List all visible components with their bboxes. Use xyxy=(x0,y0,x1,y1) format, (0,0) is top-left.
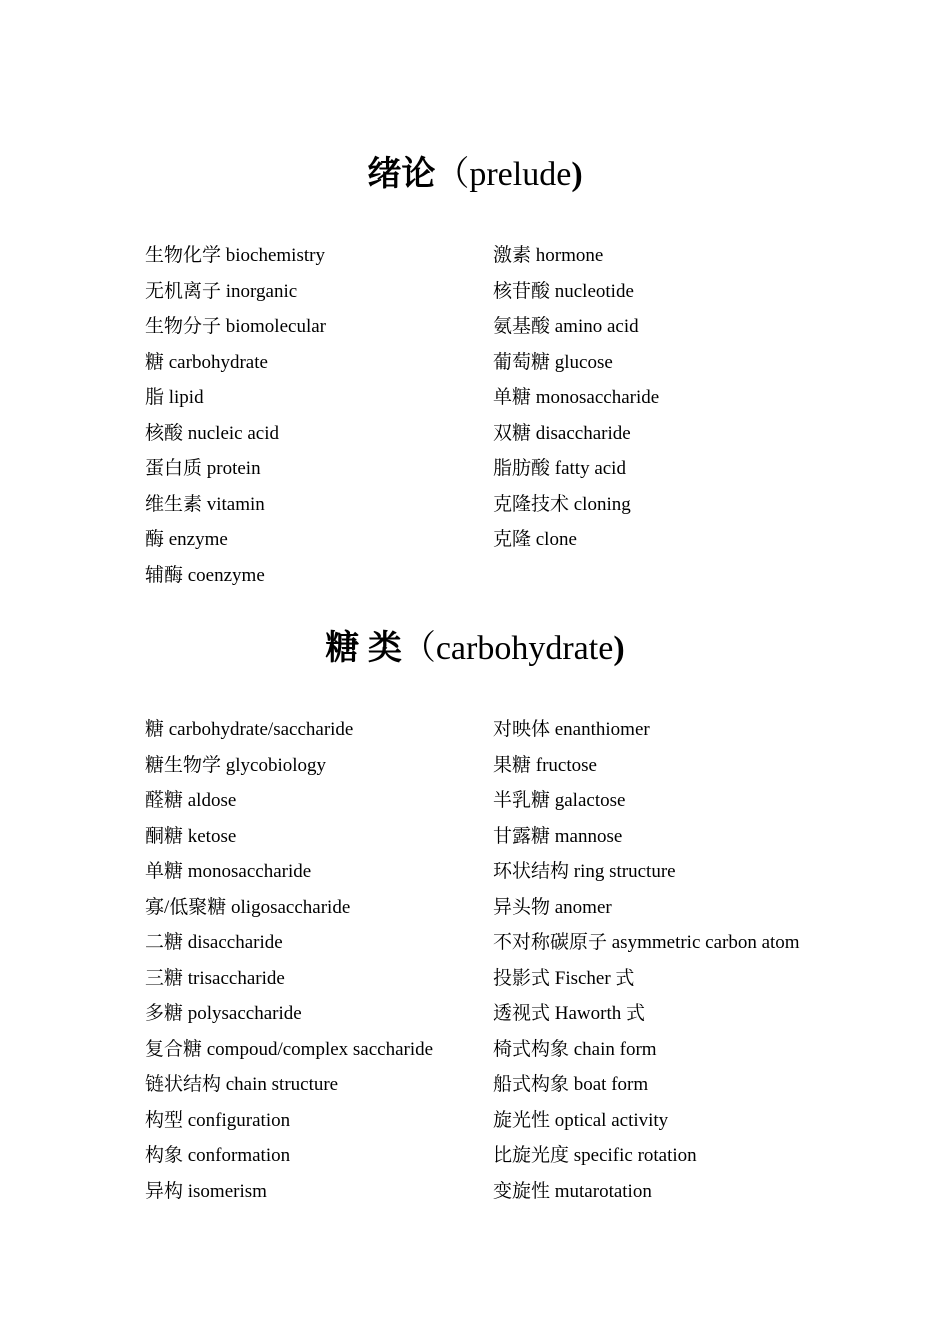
glossary-term: 二糖 disaccharide xyxy=(145,932,283,953)
glossary-right-column-carbohydrate xyxy=(493,712,800,1209)
glossary-term: 果糖 fructose xyxy=(493,754,597,776)
glossary-term: 糖 carbohydrate/saccharide xyxy=(145,719,354,740)
glossary-term: 船式构象 boat form xyxy=(493,1074,649,1095)
section-title-carbohydrate xyxy=(0,629,950,669)
glossary-term: 双糖 disaccharide xyxy=(493,422,631,444)
glossary-term: 对映体 enanthiomer xyxy=(493,719,650,740)
glossary-term: 构型 configuration xyxy=(145,1109,291,1131)
glossary-term: 克隆 clone xyxy=(493,529,577,550)
glossary-term: 酮糖 ketose xyxy=(145,825,237,847)
glossary-term: 脂 lipid xyxy=(145,387,204,408)
glossary-term: 激素 hormone xyxy=(493,245,604,266)
section-title-close: ) xyxy=(613,630,625,667)
glossary-term: 核酸 nucleic acid xyxy=(145,422,280,444)
glossary-term: 脂肪酸 fatty acid xyxy=(493,458,626,479)
glossary-term: 单糖 monosaccharide xyxy=(493,387,660,408)
glossary-term: 氨基酸 amino acid xyxy=(493,316,639,337)
glossary-term: 克隆技术 cloning xyxy=(493,493,631,515)
glossary-term: 葡萄糖 glucose xyxy=(493,351,613,373)
glossary-term: 半乳糖 galactose xyxy=(493,790,626,811)
section-title-close: ) xyxy=(571,156,583,193)
glossary-term: 无机离子 inorganic xyxy=(145,280,298,302)
glossary-term: 链状结构 chain structure xyxy=(145,1074,339,1095)
glossary-term: 醛糖 aldose xyxy=(145,790,237,811)
glossary-left-column-carbohydrate xyxy=(145,712,433,1209)
glossary-term: 多糖 polysaccharide xyxy=(145,1003,302,1024)
glossary-term: 生物化学 biochemistry xyxy=(145,245,325,266)
glossary-term: 酶 enzyme xyxy=(145,529,228,550)
glossary-term: 异头物 anomer xyxy=(493,896,612,918)
glossary-term: 维生素 vitamin xyxy=(145,493,265,515)
glossary-term: 不对称碳原子 asymmetric carbon atom xyxy=(493,932,800,953)
glossary-term: 旋光性 optical activity xyxy=(493,1109,669,1131)
section-title-prelude xyxy=(0,155,950,195)
glossary-term: 复合糖 compoud/complex saccharide xyxy=(145,1038,434,1060)
glossary-term: 异构 isomerism xyxy=(145,1180,267,1202)
glossary-term: 单糖 monosaccharide xyxy=(145,861,312,882)
glossary-term: 环状结构 ring structure xyxy=(493,861,676,882)
section-title-en: （prelude xyxy=(435,156,572,193)
glossary-term: 生物分子 biomolecular xyxy=(145,316,326,337)
glossary-term: 辅酶 coenzyme xyxy=(145,564,265,586)
glossary-term: 寡/低聚糖 oligosaccharide xyxy=(145,896,351,918)
glossary-term: 投影式 Fischer 式 xyxy=(493,967,635,989)
glossary-term: 三糖 trisaccharide xyxy=(145,967,285,989)
glossary-term: 蛋白质 protein xyxy=(145,458,261,479)
glossary-term: 糖 carbohydrate xyxy=(145,351,268,373)
glossary-term: 变旋性 mutarotation xyxy=(493,1180,652,1202)
glossary-term: 构象 conformation xyxy=(145,1145,291,1166)
glossary-term: 糖生物学 glycobiology xyxy=(145,754,327,776)
glossary-right-column-prelude xyxy=(493,238,659,558)
section-title-zh: 绪论 xyxy=(367,156,436,193)
glossary-left-column-prelude xyxy=(145,238,326,593)
section-title-zh: 糖 类 xyxy=(325,630,402,667)
glossary-term: 椅式构象 chain form xyxy=(493,1038,657,1060)
section-title-en: （carbohydrate xyxy=(401,630,614,667)
glossary-term: 甘露糖 mannose xyxy=(493,825,623,847)
glossary-term: 透视式 Haworth 式 xyxy=(493,1003,645,1024)
glossary-term: 比旋光度 specific rotation xyxy=(493,1145,697,1166)
glossary-term: 核苷酸 nucleotide xyxy=(493,280,634,302)
